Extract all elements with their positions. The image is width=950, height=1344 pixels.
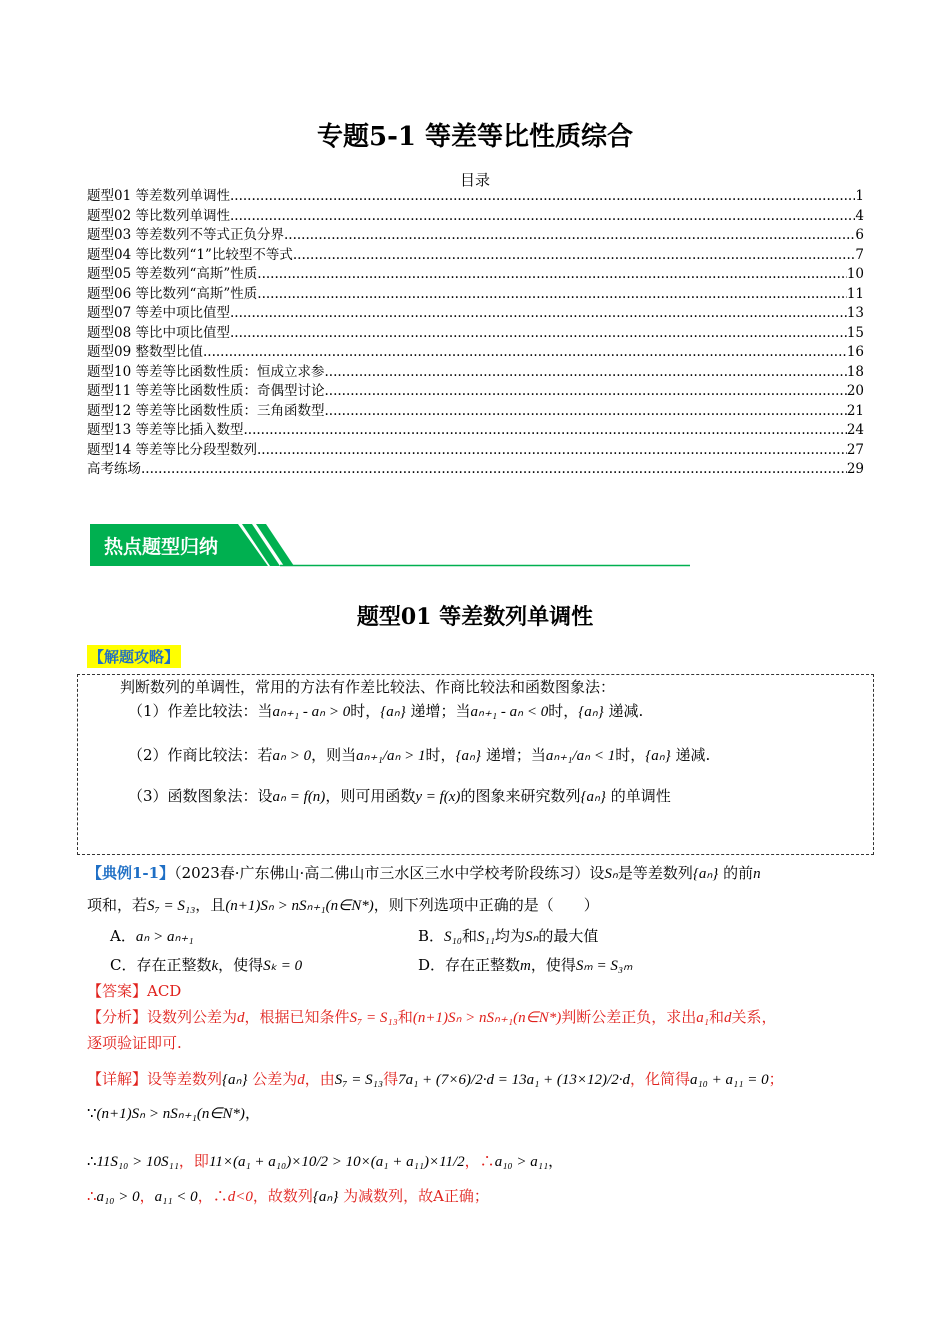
text-segment: 递增；当 [481, 746, 546, 764]
text-segment: 的最大值 [538, 927, 599, 945]
math-expression: a₁₀ > 0 [96, 1189, 140, 1205]
toc-entry[interactable] [87, 265, 864, 284]
text-segment: 均为 [494, 927, 525, 945]
text-segment: ， [548, 1152, 564, 1170]
math-expression: {aₙ} [222, 1072, 248, 1088]
text-segment: ∵ [87, 1104, 97, 1122]
banner-label: 热点题型归纳 [104, 536, 219, 558]
text-segment: B． [418, 927, 445, 945]
math-expression: (n+1)Sₙ > nSₙ₊₁(n∈N*) [412, 1010, 562, 1026]
example-question [87, 894, 599, 915]
toc-leader [324, 402, 846, 421]
text-segment: ∴ [87, 1152, 97, 1170]
text-segment: C．存在正整数 [110, 956, 212, 974]
toc-entry-label: 题型04 等比数列“1”比较型不等式 [87, 246, 293, 263]
analysis-line [87, 1006, 776, 1027]
toc-entry-label: 题型02 等比数列单调性 [87, 207, 230, 224]
text-segment: ，使得 [218, 956, 264, 974]
toc-entry-page: 13 [846, 305, 864, 321]
math-expression: S₁₁ [476, 929, 495, 945]
math-expression: {aₙ} [645, 748, 671, 764]
toc-leader [284, 226, 855, 245]
text-segment: 递增；当 [405, 702, 471, 720]
answer-line [87, 980, 181, 1001]
math-expression: a₁₁ < 0 [154, 1189, 198, 1205]
toc-entry-page: 29 [846, 461, 864, 477]
toc-entry-page: 24 [846, 422, 864, 438]
toc-leader [230, 324, 847, 343]
math-expression: Sₘ = S₃ₘ [575, 958, 633, 974]
text-segment: 判断公差正负，求出 [561, 1008, 697, 1026]
text-segment: 递减. [670, 746, 711, 764]
math-expression: 11S₁₀ > 10S₁₁ [96, 1154, 179, 1170]
math-expression: S₇ = S₁₃ [349, 1010, 398, 1026]
toc-entry-label: 题型05 等差数列“高斯”性质 [87, 266, 258, 282]
section-title: 题型01 等差数列单调性 [356, 604, 594, 630]
answer-option [418, 925, 598, 946]
text-segment: 判断数列的单调性，常用的方法有作差比较法、作商比较法和函数图象法： [120, 678, 616, 696]
text-segment: ，故数列 [252, 1187, 313, 1205]
math-expression: k [211, 958, 219, 974]
text-segment: 的图象来研究数列 [460, 787, 581, 805]
toc-entry[interactable] [87, 324, 864, 343]
text-segment: 逐项验证即可. [87, 1034, 182, 1052]
strategy-line [120, 676, 615, 697]
text-segment: 和 [461, 927, 477, 945]
toc-leader [324, 363, 846, 382]
toc-entry-page: 18 [846, 363, 864, 380]
text-segment: ，由 [304, 1070, 335, 1088]
text-segment: 的单调性 [605, 787, 671, 805]
text-segment: 时， [425, 746, 456, 764]
text-segment: ，根据已知条件 [244, 1008, 350, 1026]
text-segment: ， [244, 1104, 260, 1122]
text-segment: ； [768, 1070, 784, 1088]
toc-entry-label: 高考练场 [87, 461, 141, 477]
math-expression: n [753, 866, 761, 882]
math-expression: {aₙ} [455, 748, 482, 764]
text-segment: 公差为 [247, 1070, 298, 1088]
toc-leader [230, 207, 855, 226]
toc-entry-page: 10 [846, 266, 864, 282]
math-expression: aₙ₊₁ - aₙ > 0 [272, 704, 351, 720]
toc-entry-page: 11 [846, 285, 864, 302]
toc-leader [324, 382, 846, 401]
text-segment: 【答案】ACD [87, 982, 182, 1000]
math-expression: {aₙ} [580, 789, 606, 805]
section-banner [90, 523, 690, 567]
toc-entry-label: 题型06 等比数列“高斯”性质 [87, 285, 258, 302]
math-expression: aₙ = f(n) [272, 789, 326, 805]
toc-entry[interactable] [87, 421, 864, 440]
toc-entry-page: 7 [855, 246, 864, 263]
text-segment: （2023春·广东佛山·高二佛山市三水区三水中学校考阶段练习）设 [174, 864, 605, 882]
toc-entry[interactable] [87, 226, 864, 245]
text-segment: 【典例1-1】 [87, 864, 175, 882]
text-segment: 关系， [731, 1008, 777, 1026]
text-segment: ，则可用函数 [325, 787, 416, 805]
answer-option [110, 925, 194, 946]
toc-entry[interactable] [87, 207, 864, 226]
math-expression: aₙ₊₁/aₙ < 1 [545, 748, 616, 764]
text-segment: 和 [708, 1008, 724, 1026]
strategy-tag: 【解题攻略】 [87, 645, 181, 668]
math-expression: (n+1)Sₙ > nSₙ₊₁(n∈N*) [96, 1106, 245, 1122]
strategy-line [128, 744, 710, 765]
math-expression: aₙ₊₁/aₙ > 1 [356, 748, 426, 764]
text-segment: ， [139, 1187, 155, 1205]
text-segment: 时， [350, 702, 381, 720]
toc-entry-label: 题型09 整数型比值 [87, 344, 203, 360]
math-expression: 11×(a₁ + a₁₀)×10/2 > 10×(a₁ + a₁₁)×11/2 [208, 1154, 465, 1170]
text-segment: 时， [615, 746, 646, 764]
math-expression: a₁ [696, 1010, 709, 1026]
toc-entry-label: 题型07 等差中项比值型 [87, 305, 230, 321]
toc-leader [243, 421, 846, 440]
text-segment: ，∴ [197, 1187, 228, 1205]
math-expression: {aₙ} [312, 1189, 339, 1205]
toc-entry[interactable] [87, 285, 864, 304]
toc-entry[interactable] [87, 187, 864, 206]
math-expression: a₁₀ > a₁₁ [494, 1154, 549, 1170]
text-segment: 时， [548, 702, 579, 720]
text-segment: （2）作商比较法：若 [128, 746, 273, 764]
math-expression: S₁₀ [444, 929, 462, 945]
toc-entry[interactable] [87, 304, 864, 323]
toc-entry-label: 题型11 等差等比函数性质：奇偶型讨论 [87, 383, 325, 399]
toc-entry[interactable] [87, 460, 864, 479]
math-expression: {aₙ} [578, 704, 604, 720]
toc-entry-page: 21 [846, 402, 864, 419]
toc-entry-label: 题型03 等差数列不等式正负分界 [87, 227, 284, 243]
toc-entry[interactable] [87, 363, 864, 382]
toc-entry-page: 16 [846, 344, 864, 360]
math-expression: S₇ = S₁₃ [147, 898, 196, 914]
example-question [87, 862, 761, 883]
text-segment: （1）作差比较法：当 [128, 702, 273, 720]
detail-line [87, 1185, 489, 1206]
math-expression: aₙ > 0 [272, 748, 312, 764]
toc-entry-page: 1 [855, 188, 864, 204]
text-segment: 得 [383, 1070, 399, 1088]
math-expression: d [297, 1072, 305, 1088]
math-expression: S₇ = S₁₃ [334, 1072, 384, 1088]
text-segment: 和 [397, 1008, 413, 1026]
toc-entry[interactable] [87, 343, 864, 362]
toc-entry[interactable] [87, 441, 864, 460]
math-expression: m [520, 958, 531, 974]
math-expression: aₙ > aₙ₊₁ [135, 929, 194, 945]
analysis-line [87, 1032, 182, 1053]
math-expression: a₁₀ + a₁₁ = 0 [689, 1072, 769, 1088]
math-expression: d<0 [227, 1189, 253, 1205]
page-title: 专题5-1 等差等比性质综合 [316, 122, 634, 152]
toc-entry-label: 题型13 等差等比插入数型 [87, 422, 244, 438]
math-expression: Sₙ [604, 866, 618, 882]
detail-line [87, 1150, 563, 1171]
toc-entry-page: 15 [846, 324, 864, 341]
math-expression: Sₖ = 0 [263, 958, 303, 974]
toc-leader [257, 265, 847, 284]
text-segment: D．存在正整数 [418, 956, 521, 974]
text-segment: ，且 [195, 896, 226, 914]
toc-leader [293, 246, 856, 265]
math-expression: aₙ₊₁ - aₙ < 0 [470, 704, 549, 720]
strategy-line [128, 785, 671, 806]
toc-leader [141, 460, 847, 479]
toc-entry-label: 题型10 等差等比函数性质：恒成立求参 [87, 363, 325, 380]
text-segment: ，∴ [464, 1152, 495, 1170]
text-segment: ，使得 [530, 956, 576, 974]
toc-leader [257, 441, 847, 460]
text-segment: 【分析】设数列公差为 [87, 1008, 238, 1026]
strategy-line [128, 700, 643, 721]
text-segment: （3）函数图象法：设 [128, 787, 273, 805]
math-expression: y = f(x) [415, 789, 461, 805]
toc-entry-page: 20 [846, 383, 864, 399]
answer-option [110, 954, 302, 975]
toc-entry[interactable] [87, 402, 864, 421]
toc-entry-page: 6 [855, 227, 864, 243]
toc-heading: 目录 [459, 171, 490, 189]
toc-leader [230, 304, 847, 323]
text-segment: ，即 [178, 1152, 209, 1170]
math-expression: {aₙ} [380, 704, 406, 720]
toc-leader [203, 343, 847, 362]
math-expression: d [723, 1010, 732, 1026]
toc-entry-label: 题型08 等比中项比值型 [87, 324, 230, 341]
toc-entry-page: 27 [846, 441, 864, 458]
toc-entry-label: 题型14 等差等比分段型数列 [87, 441, 257, 458]
text-segment: 递减. [603, 702, 644, 720]
text-segment: ∴ [87, 1187, 97, 1205]
text-segment: 为减数列，故A正确； [338, 1187, 489, 1205]
text-segment: 项和，若 [87, 896, 148, 914]
text-segment: 的前 [718, 864, 754, 882]
toc-entry[interactable] [87, 246, 864, 265]
text-segment: ，则当 [311, 746, 357, 764]
math-expression: d [237, 1010, 245, 1026]
text-segment: 【详解】设等差数列 [87, 1070, 223, 1088]
text-segment: ，则下列选项中正确的是（ ） [373, 896, 599, 914]
math-expression: {aₙ} [692, 866, 719, 882]
toc-entry-label: 题型12 等差等比函数性质：三角函数型 [87, 402, 325, 419]
toc-leader [257, 285, 847, 304]
toc-entry[interactable] [87, 382, 864, 401]
math-expression: 7a₁ + (7×6)/2·d = 13a₁ + (13×12)/2·d [398, 1072, 630, 1088]
detail-line [87, 1102, 260, 1123]
toc-entry-label: 题型01 等差数列单调性 [87, 188, 230, 204]
math-expression: (n+1)Sₙ > nSₙ₊₁(n∈N*) [225, 898, 374, 914]
text-segment: ，化简得 [629, 1070, 690, 1088]
detail-line [87, 1068, 784, 1089]
answer-option [418, 954, 632, 975]
toc-entry-page: 4 [855, 207, 864, 224]
toc-leader [230, 187, 855, 206]
text-segment: A． [110, 927, 136, 945]
text-segment: 是等差数列 [617, 864, 693, 882]
math-expression: Sₙ [524, 929, 539, 945]
